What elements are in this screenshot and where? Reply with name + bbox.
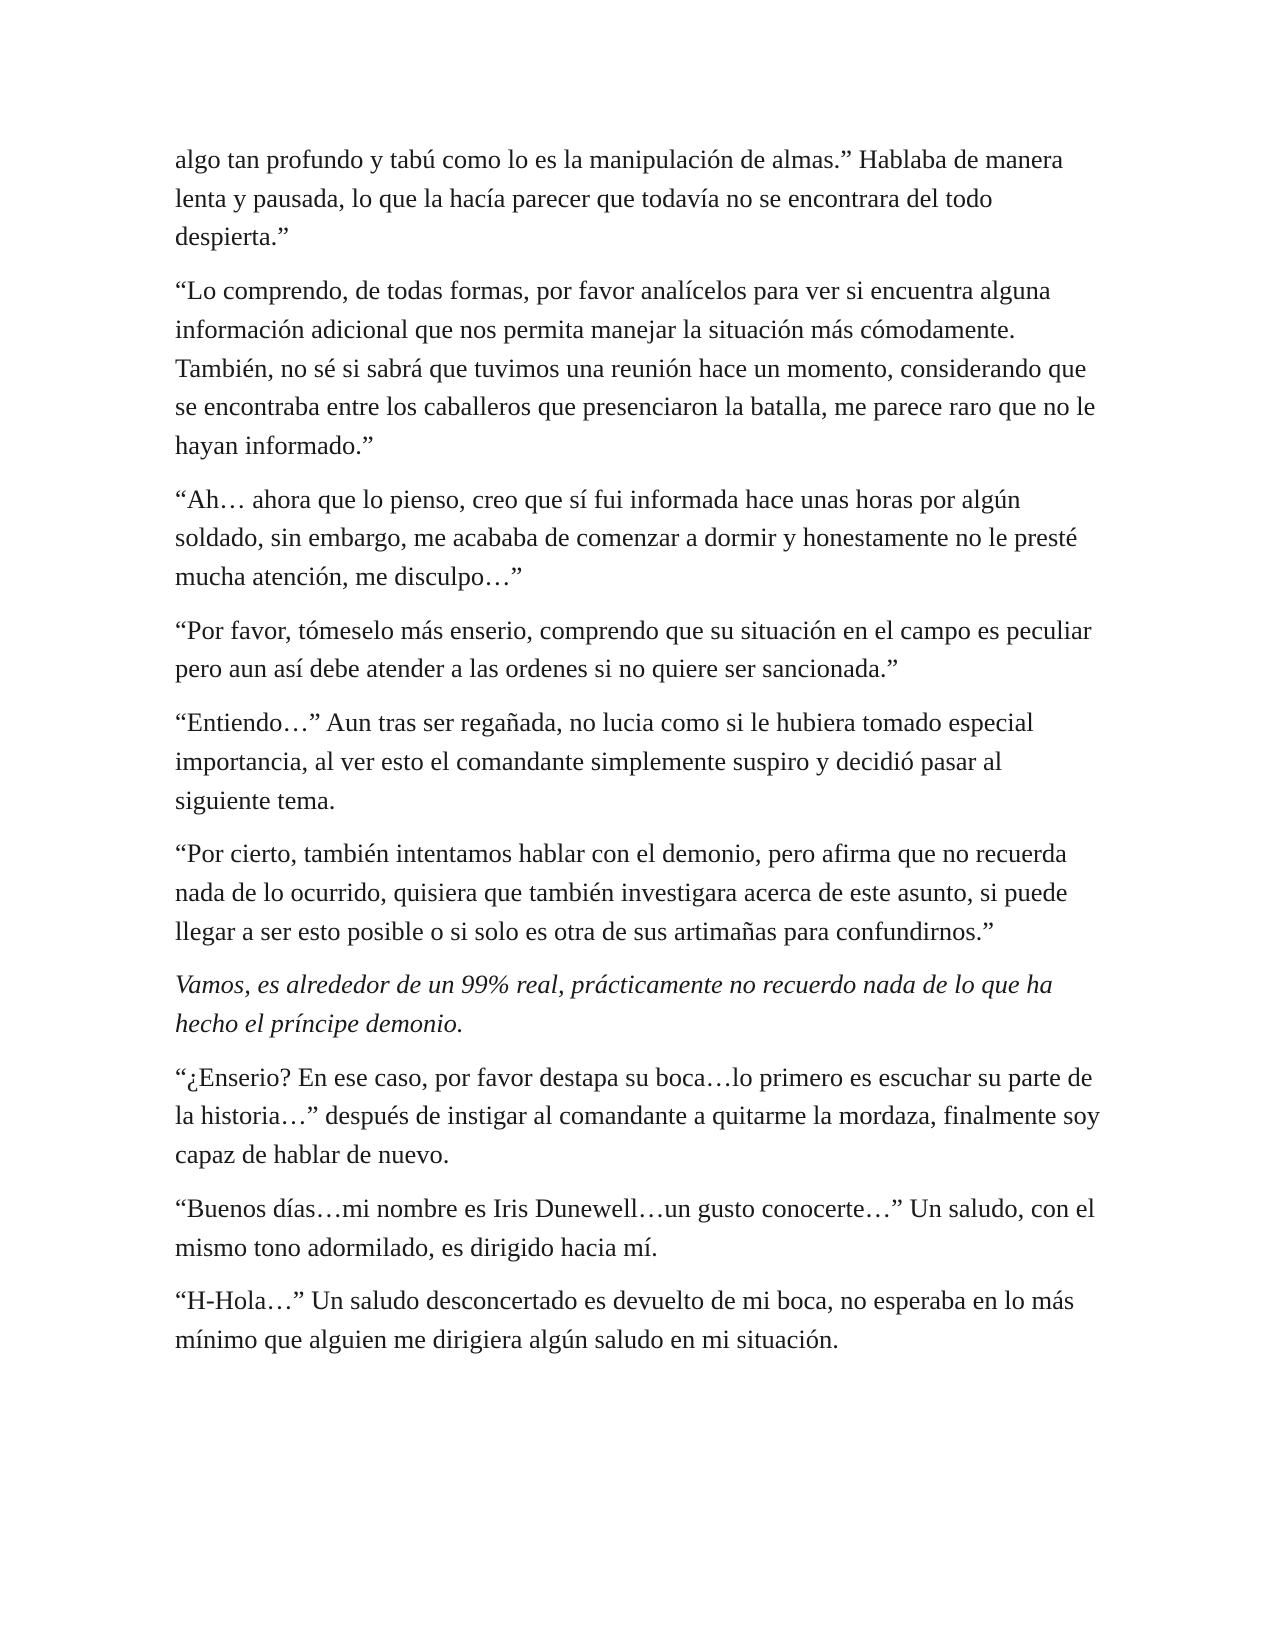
page-body <box>175 140 1100 1374</box>
paragraph: “Por cierto, también intentamos hablar con el demonio, pero afirma que no recuerda nada de lo ocurrido, quisiera que también investigara acerca de este asunto, si puede llegar a ser esto posible o si solo es otra de sus artimañas para confundirnos.” <box>175 838 1068 946</box>
paragraph: “Ah… ahora que lo pienso, creo que sí fui informada hace unas horas por algún soldado, sin embargo, me acababa de comenzar a dormir y honestamente no le presté mucha atención, me disculpo…” <box>175 483 1078 592</box>
paragraph: “Lo comprendo, de todas formas, por favor analícelos para ver si encuentra alguna información adicional que nos permita manejar la situación más cómodamente. También, no sé si sabrá que tuvimos una reunión hace un momento, considerando que se encontraba entre los caballeros que presenciaron la batalla, me parece raro que no le hayan informado.” <box>175 275 1096 460</box>
paragraph: “Entiendo…” Aun tras ser regañada, no lucia como si le hubiera tomado especial importancia, al ver esto el comandante simplemente suspiro y decidió pasar al siguiente tema. <box>175 707 1034 815</box>
paragraph: “Buenos días…mi nombre es Iris Dunewell…un gusto conocerte…” Un saludo, con el mismo tono adormilado, es dirigido hacia mí. <box>175 1192 1095 1262</box>
paragraph-italic-thought: Vamos, es alrededor de un 99% real, prácticamente no recuerdo nada de lo que ha hecho el príncipe demonio. <box>175 969 1053 1039</box>
paragraph: “Por favor, tómeselo más enserio, comprendo que su situación en el campo es peculiar pero aun así debe atender a las ordenes si no quiere ser sancionada.” <box>175 614 1092 684</box>
paragraph: “H-Hola…” Un saludo desconcertado es devuelto de mi boca, no esperaba en lo más mínimo que alguien me dirigiera algún saludo en mi situación. <box>175 1285 1075 1354</box>
paragraph: algo tan profundo y tabú como lo es la manipulación de almas.” Hablaba de manera lenta y pausada, lo que la hacía parecer que todavía no se encontrara del todo despierta.” <box>175 144 1064 252</box>
paragraph: “¿Enserio? En ese caso, por favor destapa su boca…lo primero es escuchar su parte de la historia…” después de instigar al comandante a quitarme la mordaza, finalmente soy capaz de hablar de nuevo. <box>175 1061 1100 1170</box>
